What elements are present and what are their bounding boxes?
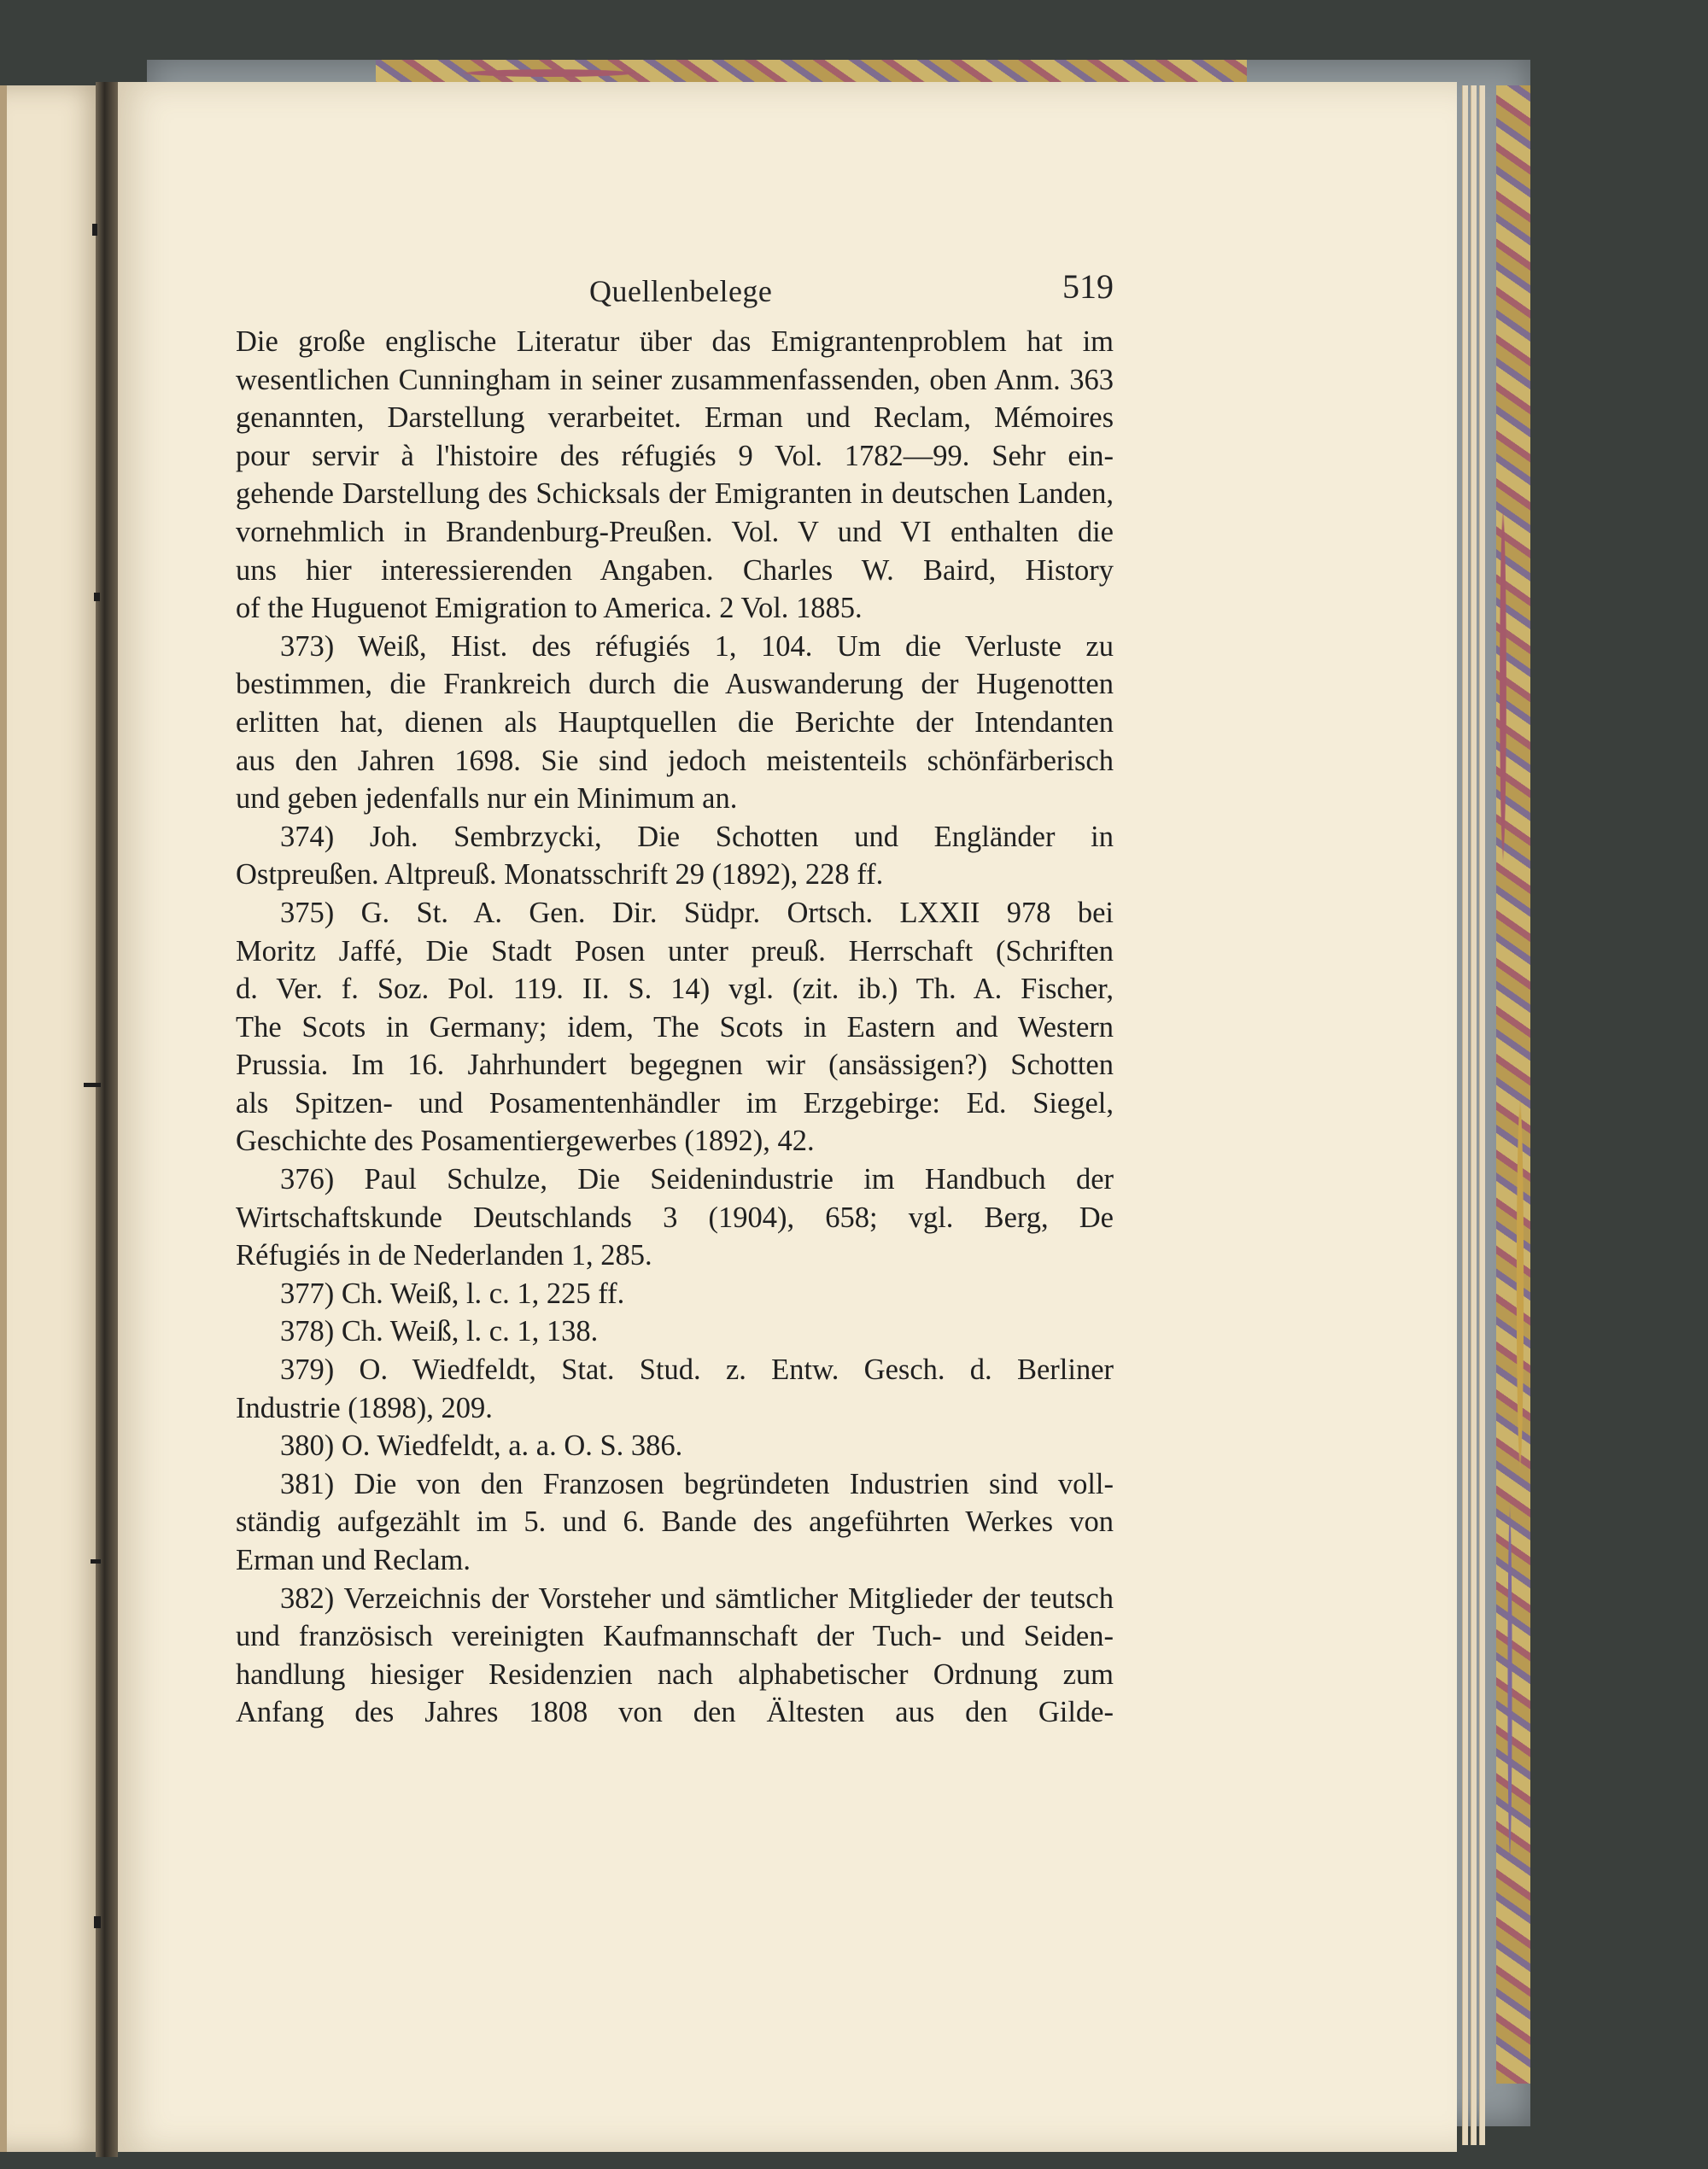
binding-thread-mark	[91, 1559, 101, 1564]
text-line: pour servir à l'histoire des réfugiés 9 Vol. 1782—99. Sehr ein-	[236, 439, 1114, 472]
text-line: Prussia. Im 16. Jahrhundert begegnen wir (ansässigen?) Schotten	[236, 1049, 1114, 1082]
text-line: Moritz Jaffé, Die Stadt Posen unter preuß. Herrschaft (Schriften	[236, 934, 1114, 968]
text-line: 378) Ch. Weiß, l. c. 1, 138.	[280, 1315, 599, 1348]
text-line: of the Huguenot Emigration to America. 2 Vol. 1885.	[236, 592, 863, 625]
page-stack-edge	[1471, 85, 1477, 2145]
text-line: als Spitzen- und Posamentenhändler im Erzgebirge: Ed. Siegel,	[236, 1086, 1114, 1120]
text-line: aus den Jahren 1698. Sie sind jedoch meistenteils schönfärberisch	[236, 744, 1114, 777]
text-line: Die große englische Literatur über das Emigrantenproblem hat im	[236, 325, 1114, 358]
left-page-border	[0, 85, 7, 2152]
text-line: 373) Weiß, Hist. des réfugiés 1, 104. Um die Verluste zu	[280, 629, 1114, 663]
text-line: genannten, Darstellung verarbeitet. Erman und Reclam, Mémoires	[236, 401, 1114, 435]
text-line: 375) G. St. A. Gen. Dir. Südpr. Ortsch. LXXII 978 bei	[280, 896, 1114, 929]
text-line: und geben jedenfalls nur ein Minimum an.	[236, 782, 738, 816]
binding-thread-mark	[84, 1083, 101, 1087]
text-line: The Scots in Germany; idem, The Scots in Eastern and Western	[236, 1010, 1114, 1044]
text-line: Ostpreußen. Altpreuß. Monatsschrift 29 (1892), 228 ff.	[236, 858, 884, 892]
text-line: vornehmlich in Brandenburg-Preußen. Vol. V und VI enthalten die	[236, 515, 1114, 548]
text-line: Geschichte des Posamentiergewerbes (1892), 42.	[236, 1125, 815, 1158]
binding-thread-mark	[92, 224, 97, 236]
text-line: wesentlichen Cunningham in seiner zusammenfassenden, oben Anm. 363	[236, 363, 1114, 396]
page-stack-edge	[1479, 85, 1485, 2145]
text-line: ständig aufgezählt im 5. und 6. Bande des angeführten Werkes von	[236, 1505, 1114, 1539]
text-line: 376) Paul Schulze, Die Seidenindustrie im Handbuch der	[280, 1163, 1114, 1196]
text-line: 377) Ch. Weiß, l. c. 1, 225 ff.	[280, 1277, 625, 1310]
text-line: bestimmen, die Frankreich durch die Auswanderung der Hugenotten	[236, 668, 1114, 701]
text-line: Anfang des Jahres 1808 von den Ältesten aus den Gilde-	[236, 1696, 1114, 1729]
binding-thread-mark	[94, 1916, 101, 1928]
text-line: und französisch vereinigten Kaufmannschaft der Tuch- und Seiden-	[236, 1620, 1114, 1653]
marbled-endpaper-right	[1496, 85, 1530, 2084]
book-gutter	[96, 82, 118, 2157]
text-line: gehende Darstellung des Schicksals der Emigranten in deutschen Landen,	[236, 477, 1114, 511]
text-line: erlitten hat, dienen als Hauptquellen die Berichte der Intendanten	[236, 705, 1114, 739]
text-line: Industrie (1898), 209.	[236, 1391, 493, 1424]
page-stack-edge	[1462, 85, 1468, 2145]
footnote-text-block	[236, 323, 1114, 1732]
left-page-edge	[0, 85, 104, 2152]
binding-thread-mark	[94, 593, 100, 601]
page-number: 519	[1062, 267, 1114, 306]
running-head: Quellenbelege	[589, 274, 773, 308]
text-line: handlung hiesiger Residenzien nach alphabetischer Ordnung zum	[236, 1657, 1114, 1691]
text-line: uns hier interessierenden Angaben. Charles W. Baird, History	[236, 553, 1114, 587]
text-line: Wirtschaftskunde Deutschlands 3 (1904), 658; vgl. Berg, De	[236, 1201, 1114, 1234]
text-line: 379) O. Wiedfeldt, Stat. Stud. z. Entw. Gesch. d. Berliner	[280, 1353, 1114, 1387]
text-line: d. Ver. f. Soz. Pol. 119. II. S. 14) vgl. (zit. ib.) Th. A. Fischer,	[236, 973, 1114, 1006]
text-line: Erman und Reclam.	[236, 1544, 471, 1576]
text-line: Réfugiés in de Nederlanden 1, 285.	[236, 1239, 652, 1272]
text-line: 382) Verzeichnis der Vorsteher und sämtlicher Mitglieder der teutsch	[280, 1581, 1114, 1615]
text-line: 380) O. Wiedfeldt, a. a. O. S. 386.	[280, 1429, 683, 1463]
text-line: 381) Die von den Franzosen begründeten Industrien sind voll-	[280, 1467, 1114, 1500]
page-header	[589, 266, 1114, 309]
text-line: 374) Joh. Sembrzycki, Die Schotten und Engländer in	[280, 820, 1114, 853]
